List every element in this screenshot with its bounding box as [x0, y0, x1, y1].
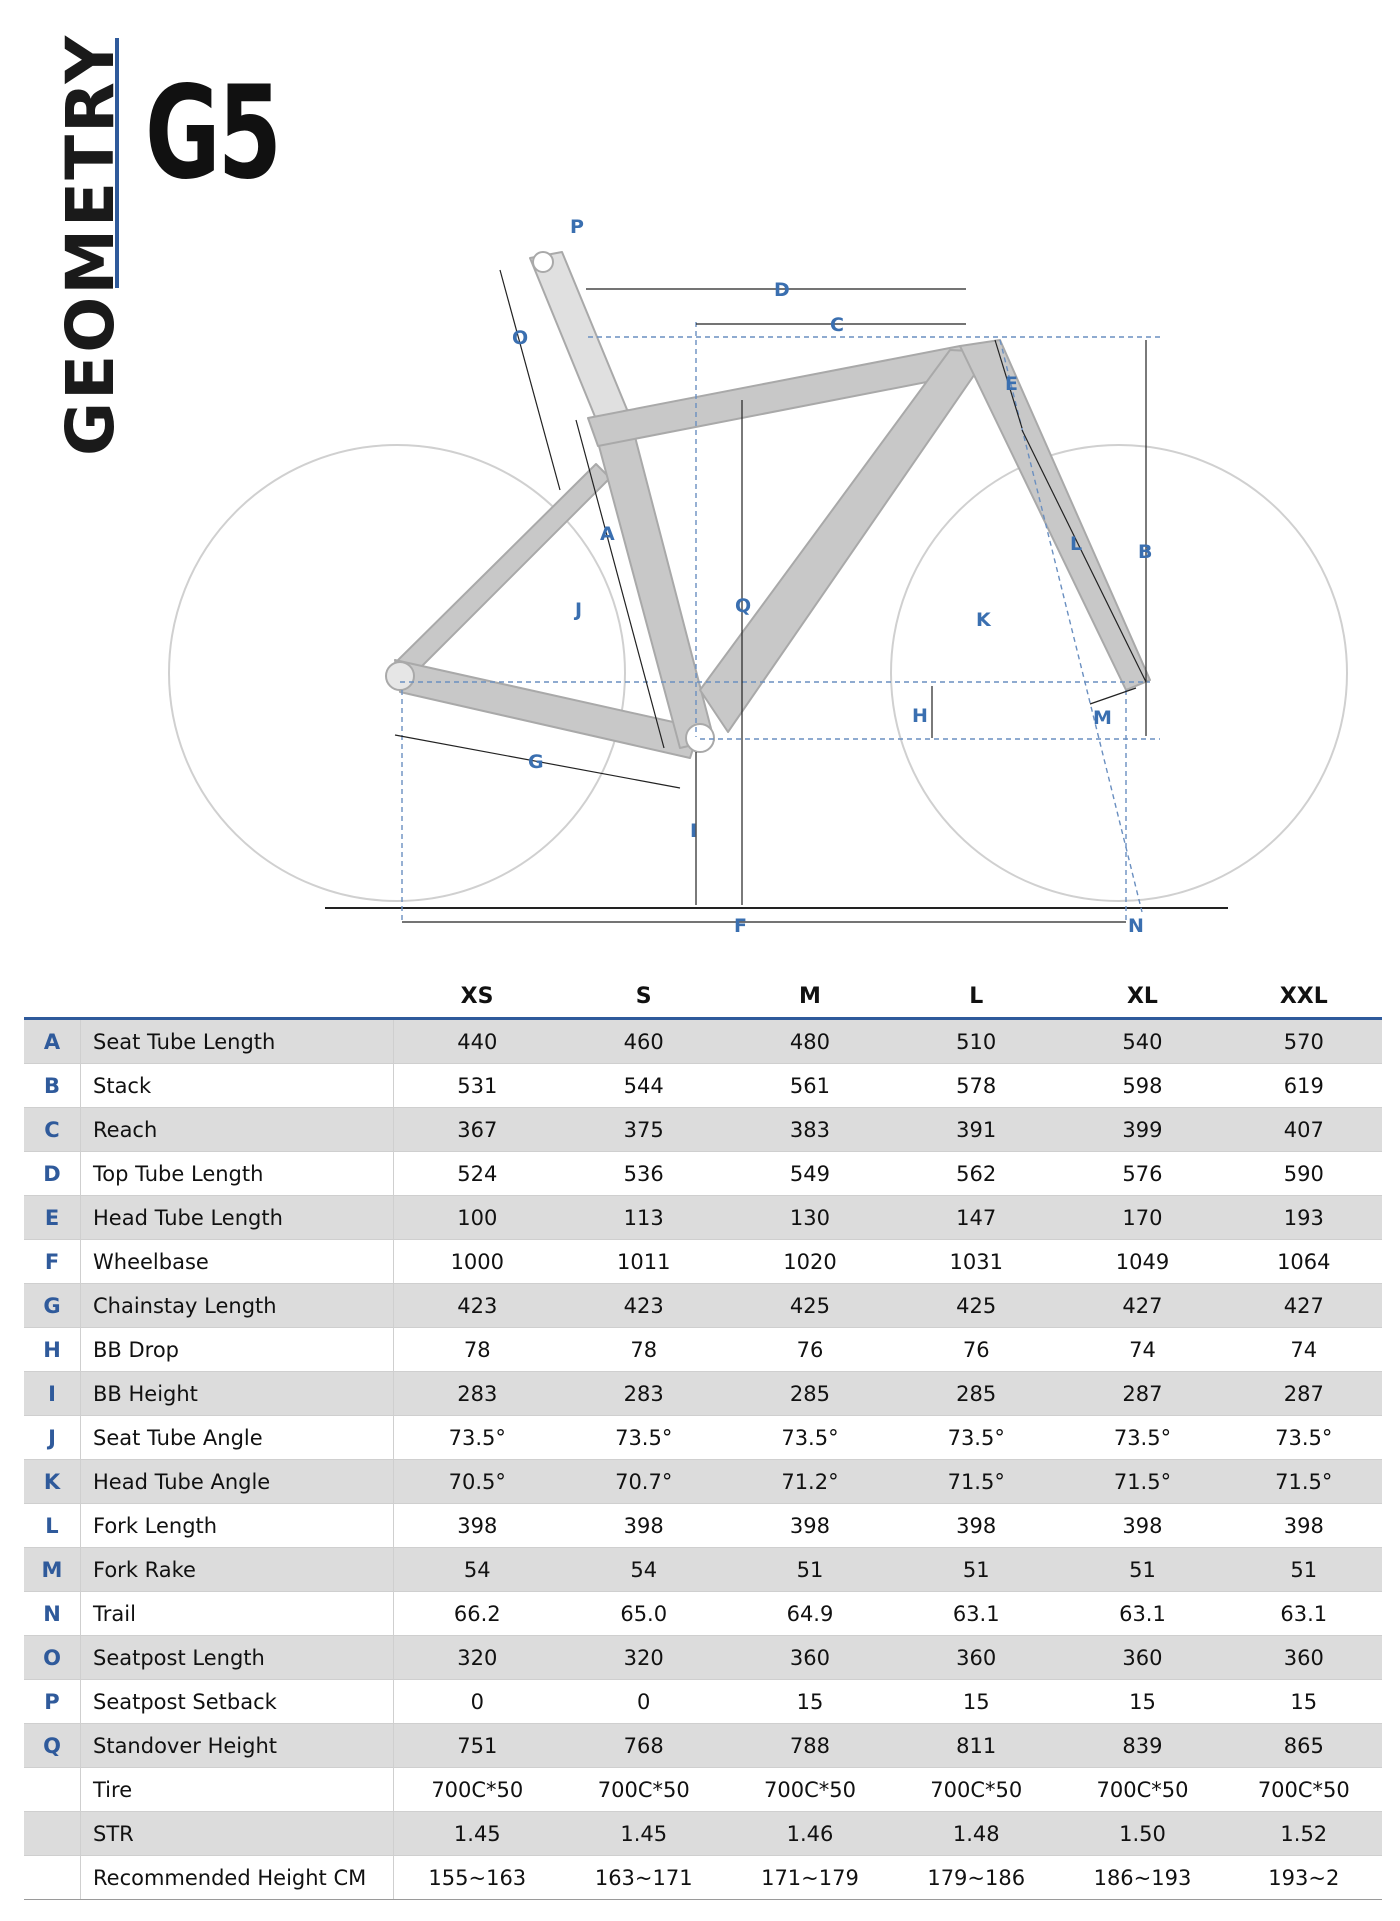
cell-value: 570	[1226, 1019, 1382, 1064]
table-row	[24, 1636, 1382, 1680]
row-code: F	[24, 1240, 81, 1284]
table-row	[24, 1328, 1382, 1372]
cell-value: 100	[394, 1196, 561, 1240]
row-code: C	[24, 1108, 81, 1152]
cell-value: 562	[893, 1152, 1059, 1196]
cell-value: 51	[727, 1548, 893, 1592]
row-name: Trail	[81, 1592, 394, 1636]
geometry-table	[24, 975, 1382, 1900]
cell-value: 531	[394, 1064, 561, 1108]
row-name: Seatpost Length	[81, 1636, 394, 1680]
cell-value: 64.9	[727, 1592, 893, 1636]
cell-value: 73.5°	[1226, 1416, 1382, 1460]
cell-value: 544	[561, 1064, 727, 1108]
row-code: H	[24, 1328, 81, 1372]
cell-value: 71.2°	[727, 1460, 893, 1504]
cell-value: 540	[1059, 1019, 1225, 1064]
cell-value: 15	[1059, 1680, 1225, 1724]
cell-value: 1064	[1226, 1240, 1382, 1284]
cell-value: 398	[727, 1504, 893, 1548]
table-row	[24, 1284, 1382, 1328]
cell-value: 700C*50	[893, 1768, 1059, 1812]
cell-value: 367	[394, 1108, 561, 1152]
cell-value: 839	[1059, 1724, 1225, 1768]
label-K: K	[976, 609, 991, 631]
cell-value: 54	[394, 1548, 561, 1592]
cell-value: 51	[893, 1548, 1059, 1592]
row-code: O	[24, 1636, 81, 1680]
cell-value: 375	[561, 1108, 727, 1152]
row-name: Seatpost Setback	[81, 1680, 394, 1724]
cell-value: 285	[727, 1372, 893, 1416]
cell-value: 1000	[394, 1240, 561, 1284]
cell-value: 73.5°	[893, 1416, 1059, 1460]
cell-value: 1011	[561, 1240, 727, 1284]
cell-value: 283	[561, 1372, 727, 1416]
cell-value: 66.2	[394, 1592, 561, 1636]
table-row	[24, 1548, 1382, 1592]
header-size-m: M	[727, 975, 893, 1019]
header-size-l: L	[893, 975, 1059, 1019]
label-D: D	[774, 279, 790, 301]
row-name: Reach	[81, 1108, 394, 1152]
row-name: Top Tube Length	[81, 1152, 394, 1196]
cell-value: 576	[1059, 1152, 1225, 1196]
cell-value: 1.52	[1226, 1812, 1382, 1856]
table-row	[24, 1416, 1382, 1460]
cell-value: 78	[561, 1328, 727, 1372]
cell-value: 700C*50	[561, 1768, 727, 1812]
cell-value: 76	[893, 1328, 1059, 1372]
row-code: E	[24, 1196, 81, 1240]
label-O: O	[512, 327, 529, 349]
cell-value: 320	[561, 1636, 727, 1680]
cell-value: 700C*50	[394, 1768, 561, 1812]
cell-value: 398	[893, 1504, 1059, 1548]
label-C: C	[830, 314, 844, 336]
header-name	[81, 975, 394, 1019]
cell-value: 51	[1059, 1548, 1225, 1592]
label-I: I	[690, 820, 698, 842]
cell-value: 590	[1226, 1152, 1382, 1196]
cell-value: 163~171	[561, 1856, 727, 1900]
cell-value: 71.5°	[1059, 1460, 1225, 1504]
model-name: G5	[145, 59, 280, 208]
cell-value: 76	[727, 1328, 893, 1372]
label-L: L	[1070, 533, 1083, 555]
label-J: J	[575, 599, 583, 621]
cell-value: 398	[394, 1504, 561, 1548]
cell-value: 811	[893, 1724, 1059, 1768]
row-code	[24, 1812, 81, 1856]
table-row	[24, 1240, 1382, 1284]
cell-value: 1020	[727, 1240, 893, 1284]
table-row	[24, 1152, 1382, 1196]
cell-value: 15	[1226, 1680, 1382, 1724]
cell-value: 619	[1226, 1064, 1382, 1108]
cell-value: 1049	[1059, 1240, 1225, 1284]
cell-value: 71.5°	[1226, 1460, 1382, 1504]
header-code	[24, 975, 81, 1019]
label-A: A	[600, 523, 615, 545]
cell-value: 751	[394, 1724, 561, 1768]
cell-value: 700C*50	[1059, 1768, 1225, 1812]
cell-value: 170	[1059, 1196, 1225, 1240]
label-Q: Q	[735, 595, 752, 617]
row-name: Recommended Height CM	[81, 1856, 394, 1900]
cell-value: 287	[1059, 1372, 1225, 1416]
cell-value: 155~163	[394, 1856, 561, 1900]
table-row	[24, 1724, 1382, 1768]
header-size-xxl: XXL	[1226, 975, 1382, 1019]
label-P: P	[570, 216, 584, 238]
cell-value: 561	[727, 1064, 893, 1108]
cell-value: 398	[1226, 1504, 1382, 1548]
cell-value: 360	[1059, 1636, 1225, 1680]
header-size-xs: XS	[394, 975, 561, 1019]
cell-value: 391	[893, 1108, 1059, 1152]
label-E: E	[1005, 373, 1018, 395]
row-code	[24, 1768, 81, 1812]
cell-value: 440	[394, 1019, 561, 1064]
cell-value: 360	[893, 1636, 1059, 1680]
cell-value: 0	[394, 1680, 561, 1724]
cell-value: 193~2	[1226, 1856, 1382, 1900]
label-N: N	[1128, 915, 1144, 937]
row-code: B	[24, 1064, 81, 1108]
cell-value: 427	[1059, 1284, 1225, 1328]
cell-value: 54	[561, 1548, 727, 1592]
cell-value: 186~193	[1059, 1856, 1225, 1900]
cell-value: 700C*50	[727, 1768, 893, 1812]
row-name: Chainstay Length	[81, 1284, 394, 1328]
cell-value: 383	[727, 1108, 893, 1152]
row-code: L	[24, 1504, 81, 1548]
row-name: Head Tube Length	[81, 1196, 394, 1240]
cell-value: 1031	[893, 1240, 1059, 1284]
cell-value: 51	[1226, 1548, 1382, 1592]
table-row	[24, 1372, 1382, 1416]
table-row	[24, 1019, 1382, 1064]
row-name: BB Drop	[81, 1328, 394, 1372]
label-F: F	[734, 915, 747, 937]
cell-value: 578	[893, 1064, 1059, 1108]
row-name: Tire	[81, 1768, 394, 1812]
cell-value: 425	[893, 1284, 1059, 1328]
cell-value: 398	[1059, 1504, 1225, 1548]
cell-value: 71.5°	[893, 1460, 1059, 1504]
table-header-row	[24, 975, 1382, 1019]
cell-value: 398	[561, 1504, 727, 1548]
row-name: Fork Rake	[81, 1548, 394, 1592]
cell-value: 1.50	[1059, 1812, 1225, 1856]
cell-value: 423	[561, 1284, 727, 1328]
row-name: Seat Tube Length	[81, 1019, 394, 1064]
row-code: I	[24, 1372, 81, 1416]
row-code: D	[24, 1152, 81, 1196]
cell-value: 865	[1226, 1724, 1382, 1768]
cell-value: 1.45	[394, 1812, 561, 1856]
cell-value: 193	[1226, 1196, 1382, 1240]
cell-value: 15	[893, 1680, 1059, 1724]
cell-value: 78	[394, 1328, 561, 1372]
cell-value: 73.5°	[727, 1416, 893, 1460]
cell-value: 63.1	[1059, 1592, 1225, 1636]
cell-value: 524	[394, 1152, 561, 1196]
label-B: B	[1138, 541, 1153, 563]
geometry-title: GEOMETRY	[52, 33, 129, 456]
table-row	[24, 1592, 1382, 1636]
cell-value: 480	[727, 1019, 893, 1064]
cell-value: 460	[561, 1019, 727, 1064]
cell-value: 549	[727, 1152, 893, 1196]
table-row	[24, 1064, 1382, 1108]
cell-value: 74	[1226, 1328, 1382, 1372]
row-code: G	[24, 1284, 81, 1328]
row-name: Stack	[81, 1064, 394, 1108]
table-row	[24, 1768, 1382, 1812]
row-name: Wheelbase	[81, 1240, 394, 1284]
row-code: P	[24, 1680, 81, 1724]
cell-value: 360	[727, 1636, 893, 1680]
table-row	[24, 1856, 1382, 1900]
cell-value: 510	[893, 1019, 1059, 1064]
cell-value: 700C*50	[1226, 1768, 1382, 1812]
cell-value: 283	[394, 1372, 561, 1416]
row-code: Q	[24, 1724, 81, 1768]
table-row	[24, 1504, 1382, 1548]
label-G: G	[528, 751, 544, 773]
header-size-xl: XL	[1059, 975, 1225, 1019]
cell-value: 70.7°	[561, 1460, 727, 1504]
cell-value: 74	[1059, 1328, 1225, 1372]
row-name: Seat Tube Angle	[81, 1416, 394, 1460]
cell-value: 171~179	[727, 1856, 893, 1900]
cell-value: 130	[727, 1196, 893, 1240]
cell-value: 399	[1059, 1108, 1225, 1152]
table-row	[24, 1460, 1382, 1504]
cell-value: 360	[1226, 1636, 1382, 1680]
cell-value: 427	[1226, 1284, 1382, 1328]
cell-value: 287	[1226, 1372, 1382, 1416]
cell-value: 598	[1059, 1064, 1225, 1108]
cell-value: 70.5°	[394, 1460, 561, 1504]
cell-value: 768	[561, 1724, 727, 1768]
row-name: Fork Length	[81, 1504, 394, 1548]
header-size-s: S	[561, 975, 727, 1019]
cell-value: 63.1	[1226, 1592, 1382, 1636]
cell-value: 1.48	[893, 1812, 1059, 1856]
row-code: A	[24, 1019, 81, 1064]
cell-value: 73.5°	[394, 1416, 561, 1460]
cell-value: 113	[561, 1196, 727, 1240]
table-row	[24, 1108, 1382, 1152]
row-name: Head Tube Angle	[81, 1460, 394, 1504]
cell-value: 63.1	[893, 1592, 1059, 1636]
cell-value: 73.5°	[1059, 1416, 1225, 1460]
row-code	[24, 1856, 81, 1900]
cell-value: 1.45	[561, 1812, 727, 1856]
cell-value: 147	[893, 1196, 1059, 1240]
cell-value: 423	[394, 1284, 561, 1328]
table-row	[24, 1680, 1382, 1724]
label-M: M	[1093, 707, 1112, 729]
row-code: J	[24, 1416, 81, 1460]
cell-value: 15	[727, 1680, 893, 1724]
row-code: K	[24, 1460, 81, 1504]
cell-value: 536	[561, 1152, 727, 1196]
row-name: STR	[81, 1812, 394, 1856]
cell-value: 407	[1226, 1108, 1382, 1152]
row-name: BB Height	[81, 1372, 394, 1416]
row-code: M	[24, 1548, 81, 1592]
label-H: H	[912, 705, 928, 727]
cell-value: 425	[727, 1284, 893, 1328]
table-row	[24, 1812, 1382, 1856]
bike-geometry-diagram	[0, 200, 1400, 960]
row-code: N	[24, 1592, 81, 1636]
cell-value: 285	[893, 1372, 1059, 1416]
cell-value: 1.46	[727, 1812, 893, 1856]
row-name: Standover Height	[81, 1724, 394, 1768]
cell-value: 73.5°	[561, 1416, 727, 1460]
table-row	[24, 1196, 1382, 1240]
cell-value: 179~186	[893, 1856, 1059, 1900]
cell-value: 65.0	[561, 1592, 727, 1636]
cell-value: 788	[727, 1724, 893, 1768]
cell-value: 320	[394, 1636, 561, 1680]
cell-value: 0	[561, 1680, 727, 1724]
